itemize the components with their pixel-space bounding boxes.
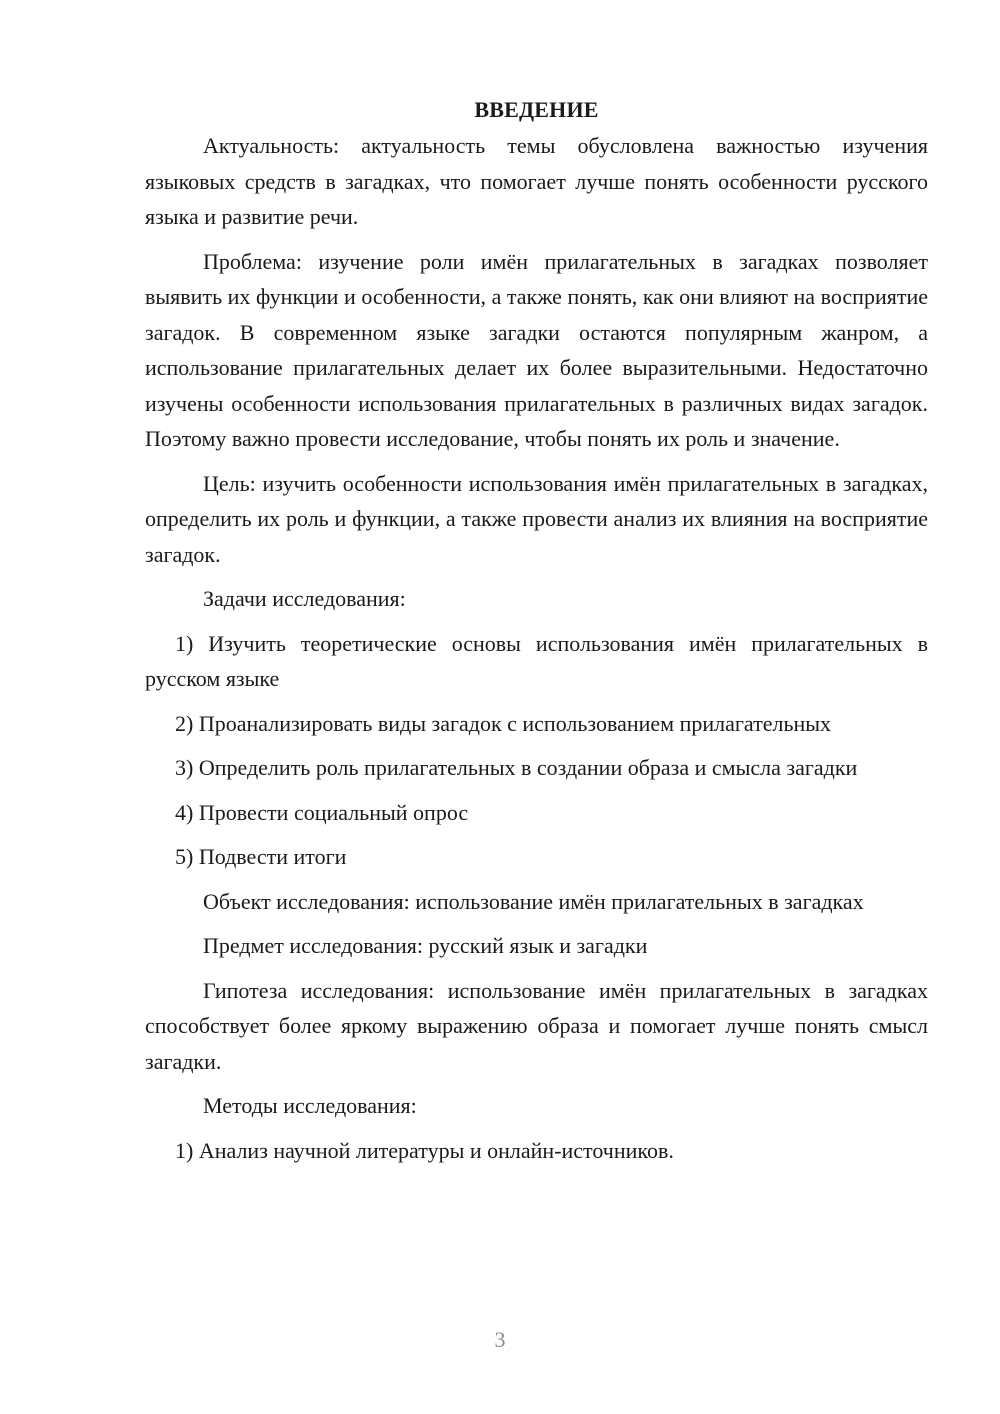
task-item-5: 5) Подвести итоги <box>175 844 347 869</box>
task-item-4: 4) Провести социальный опрос <box>175 799 469 825</box>
task-item-3: 3) Определить роль прилагательных в создании образа и смысла загадки <box>175 755 858 780</box>
task-item-1: 1) Изучить теоретические основы использования имён прилагательных в русском языке <box>145 630 928 691</box>
method-item-1: 1) Анализ научной литературы и онлайн-источников. <box>175 1137 674 1163</box>
paragraph-relevance: Актуальность: актуальность темы обусловлена важностью изучения языковых средств в загадках, что помогает лучше понять особенности русского языка и развитие речи. <box>145 133 928 229</box>
paragraph-subject: Предмет исследования: русский язык и загадки <box>203 933 648 958</box>
paragraph-object: Объект исследования: использование имён прилагательных в загадках <box>203 888 864 914</box>
paragraph-hypothesis: Гипотеза исследования: использование имён прилагательных в загадках способствует более яркому выражению образа и помогает лучше понять смысл загадки. <box>145 977 928 1074</box>
page-number: 3 <box>494 1327 506 1352</box>
document-page <box>145 92 928 1177</box>
paragraph-problem: Проблема: изучение роли имён прилагательных в загадках позволяет выявить их функции и особенности, а также понять, как они влияют на восприятие загадок. В современном языке загадки остаются популярным жанром, а использование прилагательных делает их более выразительными. Недостаточно изучены особенности использования прилагательных в различных видах загадок. Поэтому важно провести исследование, чтобы понять их роль и значение. <box>145 248 928 451</box>
task-item-2: 2) Проанализировать виды загадок с использованием прилагательных <box>175 710 832 736</box>
paragraph-goal: Цель: изучить особенности использования имён прилагательных в загадках, определить их роль и функции, а также провести анализ их влияния на восприятие загадок. <box>145 470 928 567</box>
methods-heading: Методы исследования: <box>203 1093 417 1118</box>
section-title: ВВЕДЕНИЕ <box>474 97 599 122</box>
tasks-heading: Задачи исследования: <box>203 586 406 611</box>
